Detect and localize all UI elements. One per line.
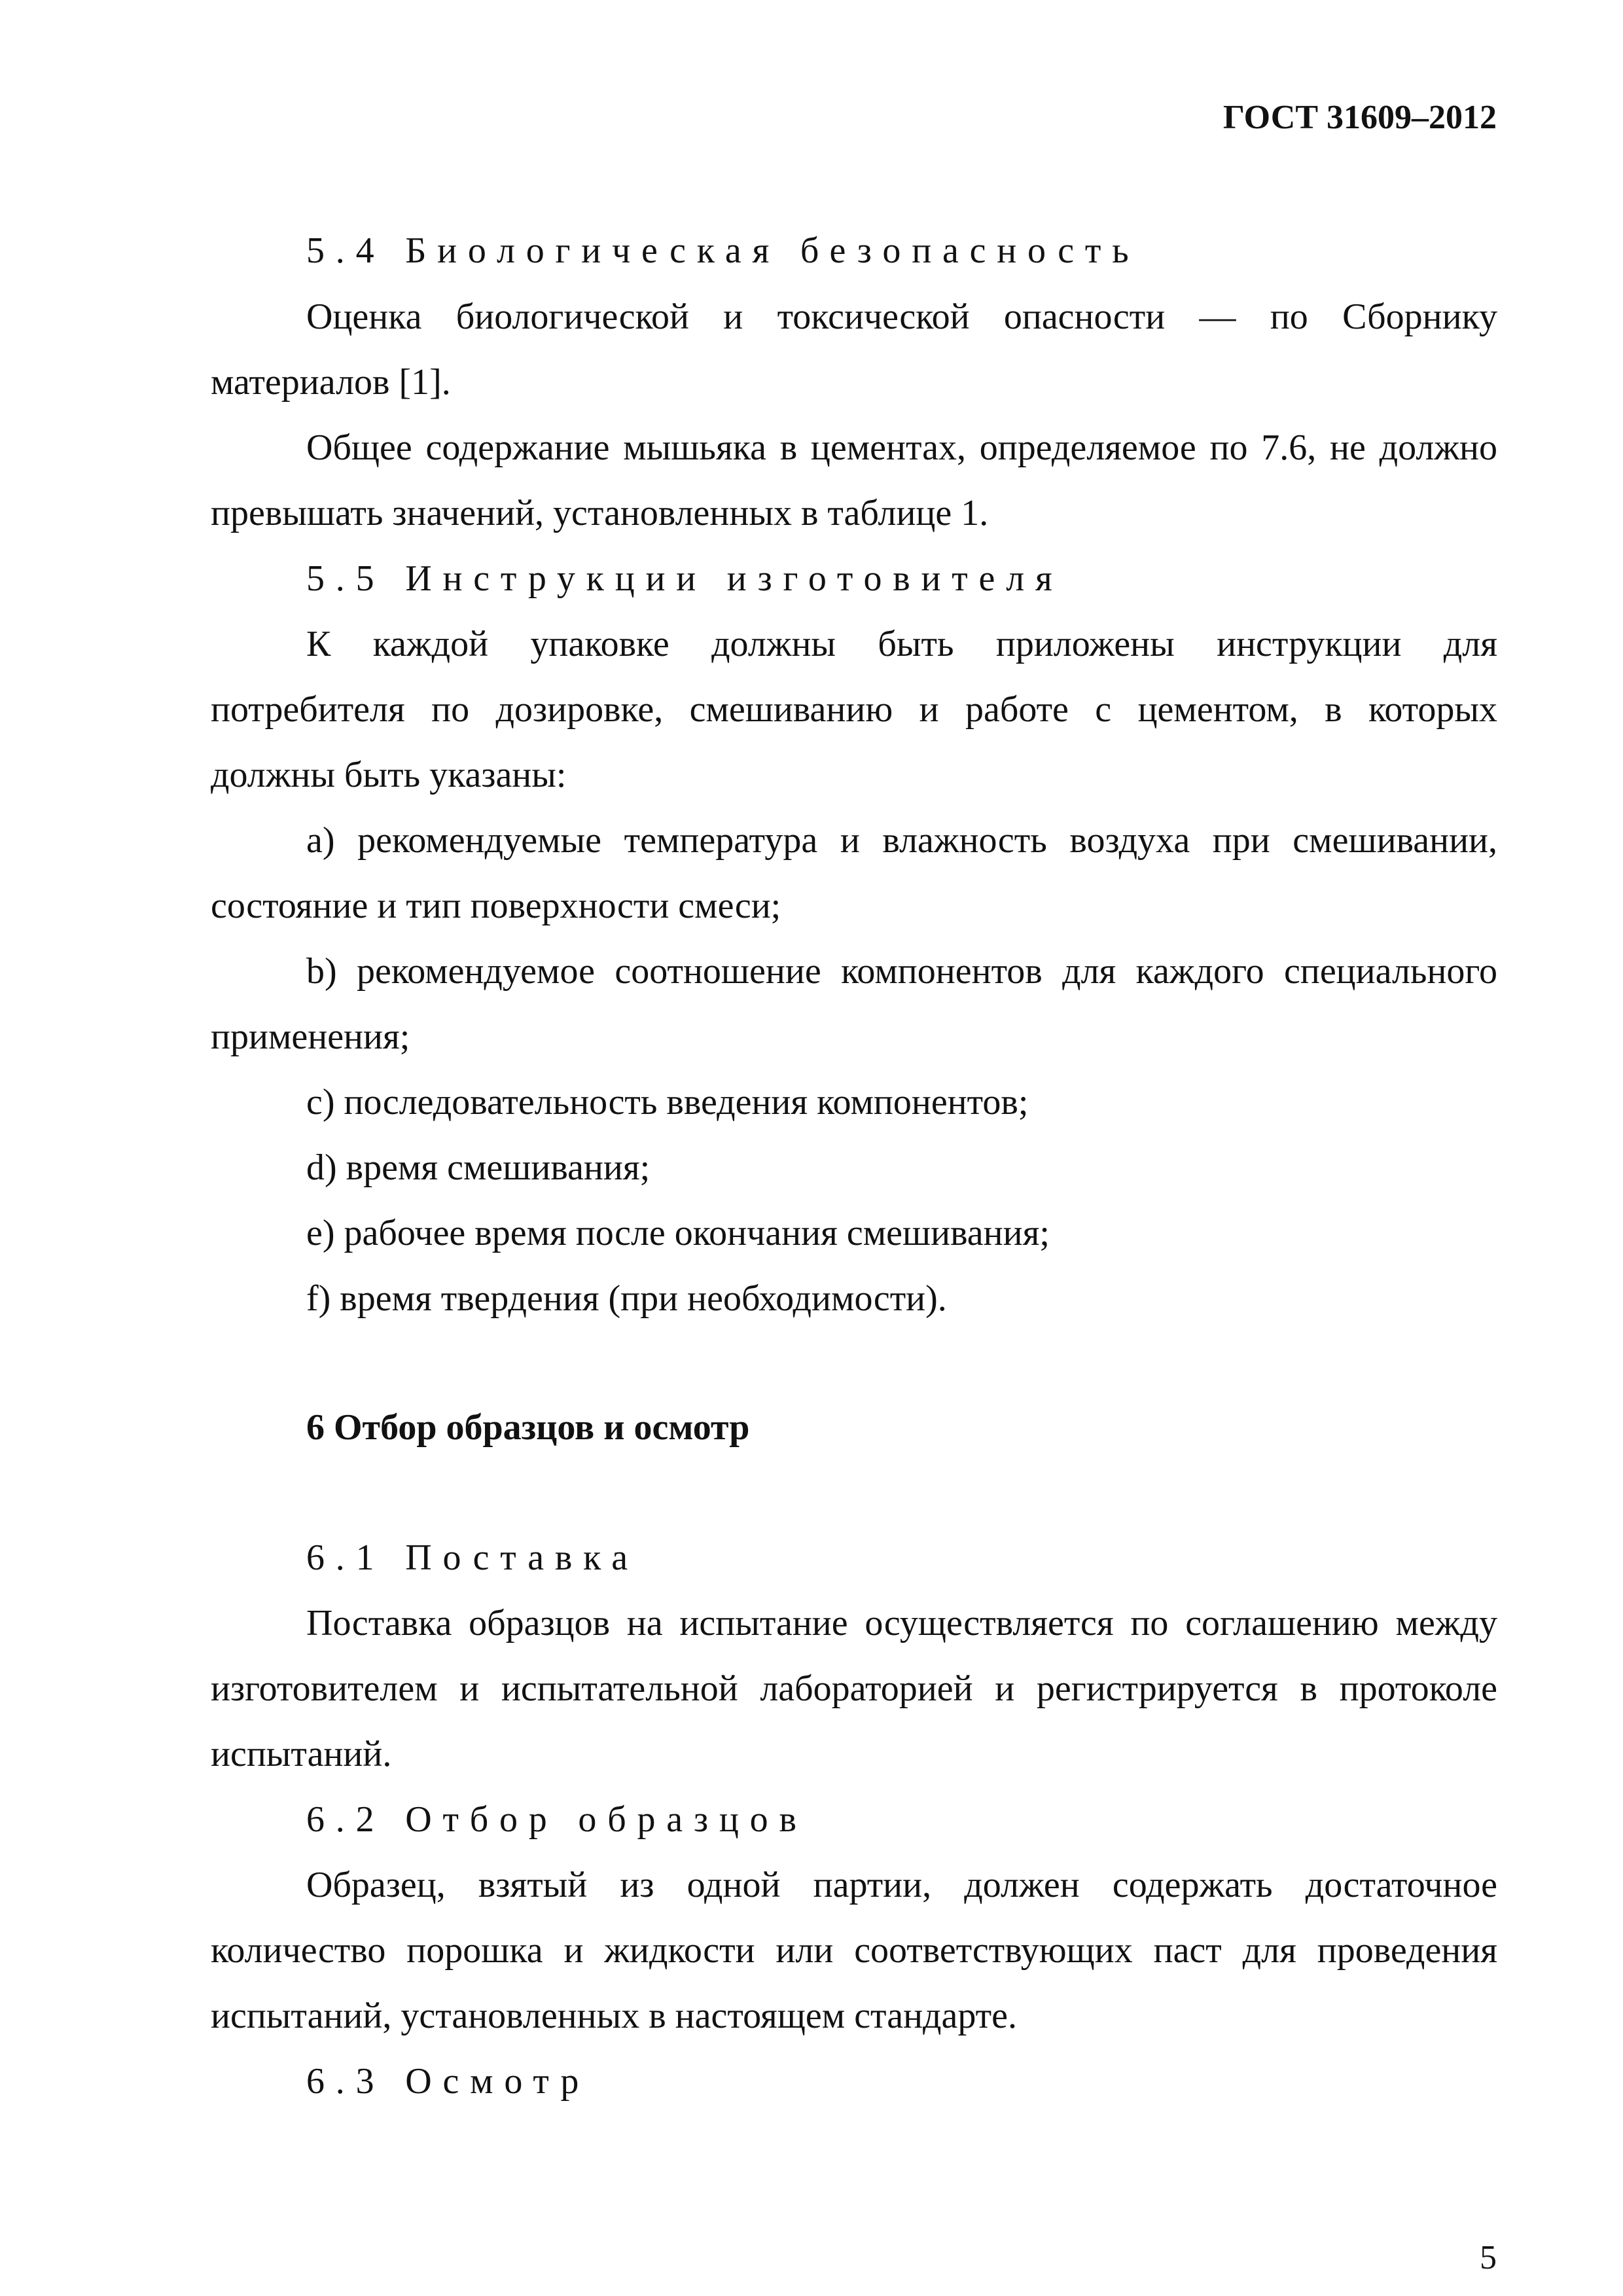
paragraph-line: Общее содержание мышьяка в цементах, определяемое по 7.6, не должно: [306, 427, 1497, 468]
paragraph-line: изготовителем и испытательной лабораторией и регистрируется в протоколе: [211, 1668, 1497, 1709]
paragraph-line: Образец, взятый из одной партии, должен содержать достаточное: [306, 1865, 1497, 1905]
section-6-2-title: 6.2 Отбор образцов: [306, 1799, 808, 1840]
list-item-b-cont: применения;: [211, 1016, 410, 1057]
page-number: 5: [1480, 2239, 1497, 2276]
paragraph-line: Поставка образцов на испытание осуществляется по соглашению между: [306, 1603, 1497, 1643]
document-header: ГОСТ 31609–2012: [1222, 99, 1497, 136]
paragraph-line: испытаний, установленных в настоящем стандарте.: [211, 1996, 1017, 2036]
section-6-heading: 6 Отбор образцов и осмотр: [306, 1407, 750, 1448]
paragraph-line: потребителя по дозировке, смешиванию и работе с цементом, в которых: [211, 689, 1497, 730]
paragraph-line: материалов [1].: [211, 362, 451, 403]
paragraph-line: количество порошка и жидкости или соответствующих паст для проведения: [211, 1930, 1497, 1971]
list-item-b: b) рекомендуемое соотношение компонентов для каждого специального: [306, 951, 1497, 992]
paragraph-line: должны быть указаны:: [211, 755, 567, 795]
list-item-d: d) время смешивания;: [306, 1147, 651, 1188]
paragraph-line: Оценка биологической и токсической опасности — по Сборнику: [306, 296, 1497, 337]
paragraph-line: испытаний.: [211, 1734, 392, 1774]
list-item-f: f) время твердения (при необходимости).: [306, 1278, 947, 1319]
section-6-3-title: 6.3 Осмотр: [306, 2061, 590, 2102]
section-5-4-title: 5.4 Биологическая безопасность: [306, 230, 1140, 271]
list-item-a-cont: состояние и тип поверхности смеси;: [211, 886, 781, 926]
list-item-c: c) последовательность введения компонентов;: [306, 1082, 1029, 1122]
paragraph-line: превышать значений, установленных в таблице 1.: [211, 493, 989, 533]
list-item-a: a) рекомендуемые температура и влажность воздуха при смешивании,: [306, 820, 1497, 861]
list-item-e: e) рабочее время после окончания смешивания;: [306, 1213, 1050, 1253]
section-6-1-title: 6.1 Поставка: [306, 1537, 639, 1578]
paragraph-line: К каждой упаковке должны быть приложены инструкции для: [306, 624, 1497, 664]
section-5-5-title: 5.5 Инструкции изготовителя: [306, 558, 1063, 599]
